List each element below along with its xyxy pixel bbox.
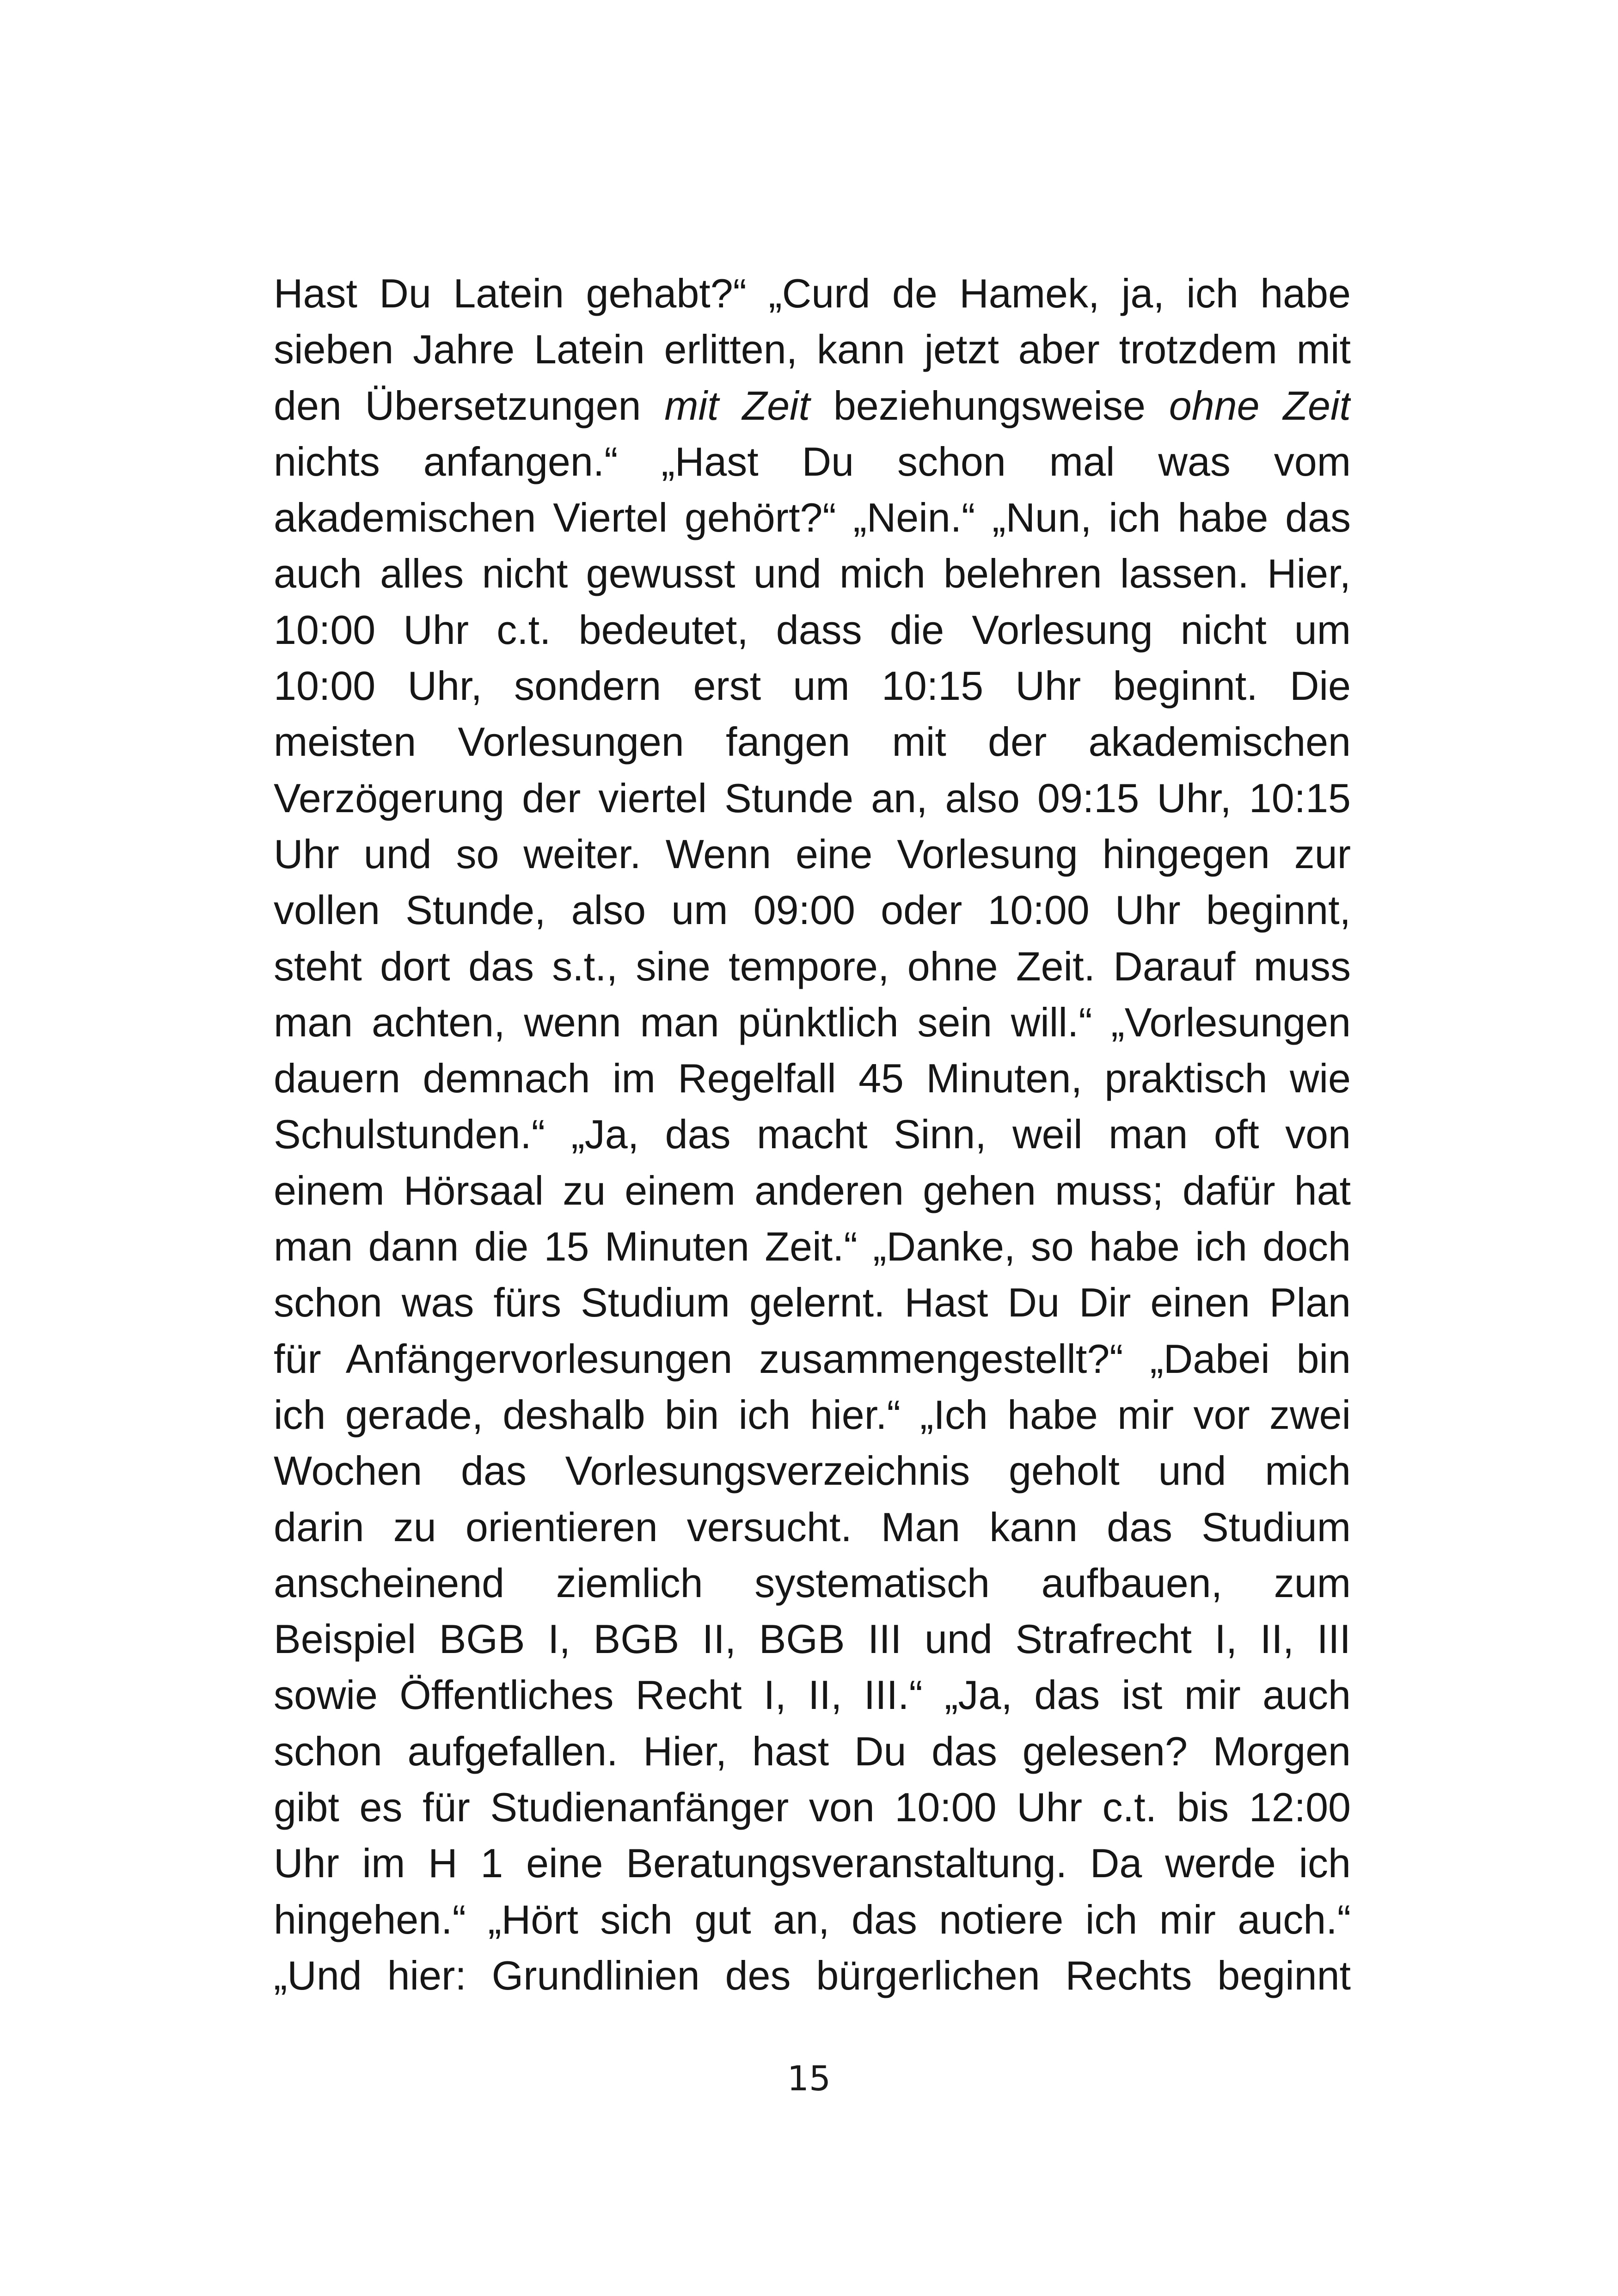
text-line: ich gerade, deshalb bin ich hier.“ „Ich habe mir vor zwei xyxy=(274,1391,1351,1438)
text-line: meisten Vorlesungen fangen mit der akademischen xyxy=(274,719,1351,765)
text-line: Wochen das Vorlesungsverzeichnis geholt und mich xyxy=(274,1448,1351,1494)
text-line: Beispiel BGB I, BGB II, BGB III und Strafrecht I, II, III xyxy=(274,1616,1351,1662)
text-line: sowie Öffentliches Recht I, II, III.“ „Ja, das ist mir auch xyxy=(274,1672,1351,1718)
text-line: 10:00 Uhr, sondern erst um 10:15 Uhr beginnt. Die xyxy=(274,663,1351,709)
italic-phrase: ohne Zeit xyxy=(1169,382,1351,429)
text-line: für Anfängervorlesungen zusammengestellt?“ „Dabei bin xyxy=(274,1335,1351,1382)
text-line: einem Hörsaal zu einem anderen gehen muss; dafür hat xyxy=(274,1167,1351,1213)
italic-phrase: mit Zeit xyxy=(664,382,810,429)
body-text xyxy=(274,265,1351,2003)
text-line: anscheinend ziemlich systematisch aufbauen, zum xyxy=(274,1560,1351,1606)
text-line xyxy=(274,378,1351,434)
text-line: schon aufgefallen. Hier, hast Du das gelesen? Morgen xyxy=(274,1728,1351,1774)
text-line: gibt es für Studienanfänger von 10:00 Uhr c.t. bis 12:00 xyxy=(274,1784,1351,1831)
text-line: nichts anfangen.“ „Hast Du schon mal was vom xyxy=(274,438,1351,484)
text-run: den Übersetzungen xyxy=(274,382,665,429)
page-number: 15 xyxy=(787,2059,831,2099)
text-line: akademischen Viertel gehört?“ „Nein.“ „Nun, ich habe das xyxy=(274,495,1351,541)
text-line: darin zu orientieren versucht. Man kann das Studium xyxy=(274,1504,1351,1550)
text-line: sieben Jahre Latein erlitten, kann jetzt aber trotzdem mit xyxy=(274,326,1351,373)
text-line: steht dort das s.t., sine tempore, ohne Zeit. Darauf muss xyxy=(274,943,1351,989)
text-line: hingehen.“ „Hört sich gut an, das notiere ich mir auch.“ xyxy=(274,1896,1351,1942)
text-line: man dann die 15 Minuten Zeit.“ „Danke, so habe ich doch xyxy=(274,1224,1351,1270)
text-line: Hast Du Latein gehabt?“ „Curd de Hamek, ja, ich habe xyxy=(274,270,1351,316)
text-run: beziehungsweise xyxy=(810,382,1169,429)
text-line: vollen Stunde, also um 09:00 oder 10:00 Uhr beginnt, xyxy=(274,887,1351,933)
text-line: Schulstunden.“ „Ja, das macht Sinn, weil man oft von xyxy=(274,1111,1351,1157)
text-line: schon was fürs Studium gelernt. Hast Du Dir einen Plan xyxy=(274,1280,1351,1326)
text-line: „Und hier: Grundlinien des bürgerlichen Rechts beginnt xyxy=(274,1952,1351,1998)
text-line: man achten, wenn man pünktlich sein will.“ „Vorlesungen xyxy=(274,999,1351,1045)
text-line: 10:00 Uhr c.t. bedeutet, dass die Vorlesung nicht um xyxy=(274,606,1351,653)
text-line: Uhr und so weiter. Wenn eine Vorlesung hingegen zur xyxy=(274,831,1351,877)
text-line: dauern demnach im Regelfall 45 Minuten, praktisch wie xyxy=(274,1055,1351,1102)
text-line: Uhr im H 1 eine Beratungsveranstaltung. Da werde ich xyxy=(274,1840,1351,1886)
text-line: Verzögerung der viertel Stunde an, also 09:15 Uhr, 10:15 xyxy=(274,775,1351,821)
text-line: auch alles nicht gewusst und mich belehren lassen. Hier, xyxy=(274,551,1351,597)
